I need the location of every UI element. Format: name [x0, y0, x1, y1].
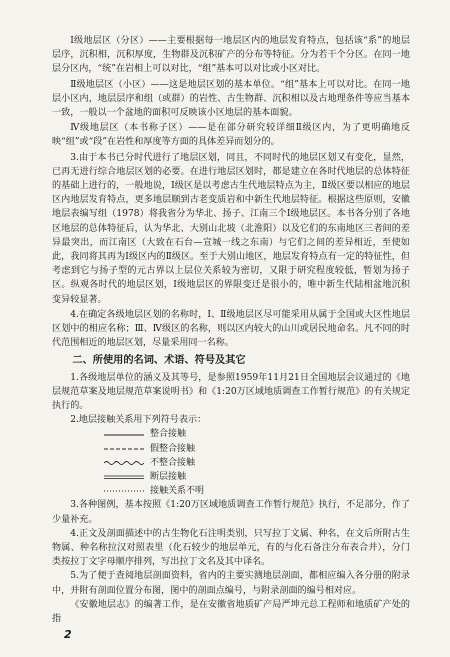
double-line-symbol — [104, 474, 144, 480]
paragraph-item-3: 3.由于本书已分时代进行了地层区划，同且，不同时代的地层区划又有变化，显然，已再无进行综合地层区划的必要。在进行地层区划时，都是建立在各时代地层的总体特征的基础上进行的，一般地说，Ⅰ级区是以考虑古生代地层特点为主，Ⅱ级区要以相应的地层区内地层发育特点，更多地层顺到古老变质岩和中新生代地层特征。根据这些原则，安徽地层表编写组（1978）将我省分为华北、扬子、江南三个Ⅰ级地层区。本书各分别了各地区地层的总体特征后，认为华北、大别山北坡（北淮阳）以及它们的东南地区三者间的差异最突出，而江南区（大致在石台—宣城一线之东南）与它们之间的差异相近，至使如此，我同将其再为Ⅰ级区内的Ⅱ级区。至于大别山地区，地层发育特点有一定的特征性，但考虑到它与扬子型的元古界以上层位关系较为密切，又限于研究程度较低，暂划为扬子区。纵观各时代的地层区划，Ⅰ级地层区的界限变迁是很小的，唯中新生代陆相盆地沉积变异较显著。 — [52, 152, 410, 305]
legend-label: 不整合接触 — [150, 457, 196, 468]
legend-label: 接触关系不明 — [150, 486, 205, 497]
legend-row-unknown — [104, 484, 410, 498]
legend-row-fault — [104, 470, 410, 484]
paragraph-terms-2: 2.地层接触关系用下列符号表示： — [70, 415, 207, 426]
paragraph-terms-1: 1.各级地层单位的涵义及其等号，是参照1959年11月21日全国地层会议通过的《地层规范草案及地层规范草案说明书》和《1:20万区域地质调查工作暂行规范》的有关规定执行的。 — [52, 372, 410, 412]
body-text — [52, 34, 410, 626]
legend-row-disconformable — [104, 442, 410, 456]
paragraph-level1-region: Ⅰ级地层区（分区）——主要根据每一地层区内的地层发育特点，包括该“系”的地层层序，沉积相，沉积厚度，生物群及沉积矿产的分布等特征。分为若干个分区。在同一地层分区内，“统”在岩相上可以对比，“组”基本可以对比或小区对比。 — [52, 36, 410, 75]
legend-row-unconformable — [104, 456, 410, 470]
solid-line-symbol — [104, 432, 144, 438]
paragraph-terms-5: 5.为了便于查阅地层剖面资料，省内的主要实测地层剖面，都相应编入各分册的附录中，并附有剖面位置分布图，图中的剖面点编号，与附录剖面的编号相对应。 — [52, 571, 410, 596]
legend-label: 断层接触 — [150, 472, 187, 483]
paragraph-terms-3: 3.各种图例，基本按照《1:20万区域地质调查工作暂行规范》执行，不足部分，作了少量补充。 — [52, 500, 410, 525]
page-number: 2 — [64, 628, 72, 641]
paragraph-level3-region: Ⅱ级地层区（小区）——这是地层区划的基本单位。“组”基本上可以对比。在同一地层小区内，地层层序和组（或群）的岩性、古生物群、沉积相以及古地理条件等应当基本一致，一般以一个盆地的面积可反映该小区地层的基本面貌。 — [52, 79, 410, 119]
legend-label: 整合接触 — [150, 429, 187, 440]
paragraph-level4-region: Ⅳ级地层区（本书称子区）——是在部分研究较详细Ⅱ级区内，为了更明确地反映“组”或“段”在岩性和厚度等方面的具体差异而划分的。 — [52, 123, 410, 148]
legend-row-conformable — [104, 427, 410, 441]
wavy-line-symbol — [104, 460, 144, 466]
paragraph-terms-4: 4.正文及剖面描述中的古生物化石注明类别，只写拉丁文属、种名，在文后所附古生物属、种名称拉汉对照表里（化石较少的地层单元，有的与化石备注分布表合并），分门类按拉丁文字母顺序排列，写出拉丁文名及其中译名。 — [52, 528, 410, 568]
legend-label: 假整合接触 — [150, 443, 196, 454]
contact-symbol-legend — [104, 427, 410, 498]
dashed-line-symbol — [104, 446, 144, 452]
section-heading: 二、所使用的名词、术语、符号及其它 — [72, 355, 246, 367]
paragraph-acknowledgement: 《安徽地层志》的编著工作，是在安徽省地质矿产局严坤元总工程师和地质矿产处的指 — [52, 599, 410, 625]
dotted-line-symbol — [104, 488, 144, 494]
paragraph-item-4: 4.在确定各级地层区划的名称时，Ⅰ、Ⅱ级地层区尽可能采用从属于全国或大区性地层区划中的相应名称；Ⅲ、Ⅳ级区的名称，则以区内较大的山川或居民地命名。凡不同的时代范围相近的地层区划，尽量采用同一名称。 — [52, 309, 410, 349]
